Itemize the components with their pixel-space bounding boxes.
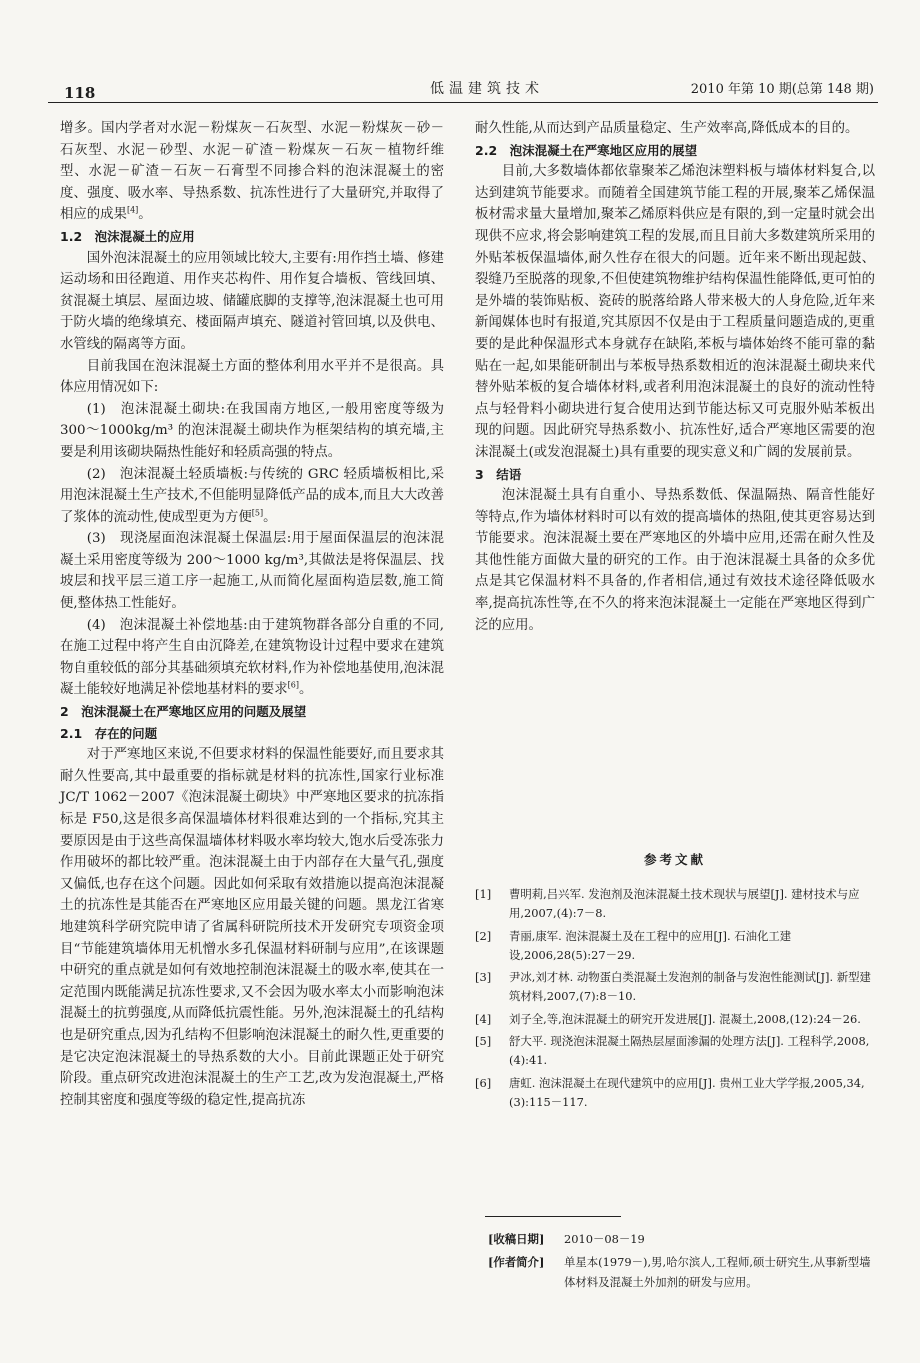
left-paragraph: (3) 现浇屋面泡沫混凝土保温层:用于屋面保温层的泡沫混凝土采用密度等级为 200～1000 kg/m³,其做法是将保温层、找坡层和找平层三道工序一起施工,从而简化屋面构造层数,施工简便,整体热工性能好。 xyxy=(60,531,444,612)
reference-item xyxy=(475,1074,875,1113)
page-number: 118 xyxy=(64,84,96,102)
page-header xyxy=(48,70,878,103)
right-heading: 2.2 泡沫混凝土在严寒地区应用的展望 xyxy=(475,142,698,158)
right-column xyxy=(475,118,875,636)
reference-item xyxy=(475,885,875,924)
received-label: [收稿日期] xyxy=(488,1232,545,1246)
reference-number: [5] xyxy=(475,1034,492,1049)
reference-item xyxy=(475,1032,875,1071)
left-heading: 2.1 存在的问题 xyxy=(60,725,158,741)
left-paragraph: 目前我国在泡沫混凝土方面的整体利用水平并不是很高。具体应用情况如下: xyxy=(60,358,444,396)
reference-number: [3] xyxy=(475,970,492,985)
journal-title: 低温建筑技术 xyxy=(430,81,544,97)
received-value: 2010－08－19 xyxy=(564,1232,645,1246)
reference-item xyxy=(475,927,875,966)
left-column xyxy=(60,118,444,1111)
received-date-row xyxy=(488,1230,878,1249)
reference-number: [1] xyxy=(475,887,492,901)
reference-text: 舒大平. 现浇泡沫混凝土隔热层屋面渗漏的处理方法[J]. 工程科学,2008,(4):41. xyxy=(509,1034,870,1068)
reference-text: 曹明莉,吕兴军. 发泡剂及泡沫混凝土技术现状与展望[J]. 建材技术与应用,2007,(4):7－8. xyxy=(509,887,860,921)
issue-info: 2010 年第 10 期(总第 148 期) xyxy=(690,82,874,97)
article-meta xyxy=(488,1230,878,1296)
reference-text: 青丽,康军. 泡沫混凝土及在工程中的应用[J]. 石油化工建设,2006,28(5):27－29. xyxy=(509,928,792,962)
citation-marker: [6] xyxy=(287,680,299,690)
reference-item xyxy=(475,968,875,1007)
left-paragraph: 对于严寒地区来说,不但要求材料的保温性能要好,而且要求其耐久性要高,其中最重要的指标就是材料的抗冻性,国家行业标准 JC/T 1062－2007《泡沫混凝土砌块》中严寒地区要求的抗冻指标是 F50,这是很多高保温墙体材料很难达到的一个指标,究其主要原因是由于这些高保温墙体材料吸水率均较大,饱水后受冻张力作用破坏的都比较严重。泡沫混凝土由于内部存在大量气孔,强度又偏低,也存在这个问题。因此如何采取有效措施以提高泡沫混凝土的抗冻性是其能否在严寒地区应用最关键的问题。黑龙江省寒地建筑科学研究院申请了省属科研院所技术开发研究专项资金项目“节能建筑墙体用无机憎水多孔保温材料研制与应用”,在该课题中研究的重点就是如何有效地控制泡沫混凝土的吸水率,使其在一定范围内既能满足抗冻性要求,又不会因为吸水率太小而影响泡沫混凝土的抗剪强度,从而降低抗震性能。另外,泡沫混凝土的孔结构也是研究重点,因为孔结构不但影响泡沫混凝土的耐久性,更重要的是它决定泡沫混凝土的导热系数的大小。目前此课题正处于研究阶段。重点研究改进泡沫混凝土的生产工艺,改为发泡混凝土,严格控制其密度和强度等级的稳定性,提高抗冻 xyxy=(60,747,444,1108)
reference-number: [4] xyxy=(475,1011,492,1026)
right-heading: 3 结语 xyxy=(475,466,522,482)
references-title: 参考文献 xyxy=(643,852,706,867)
citation-marker: [4] xyxy=(126,205,139,215)
right-paragraph: 泡沫混凝土具有自重小、导热系数低、保温隔热、隔音性能好等特点,作为墙体材料时可以有效的提高墙体的热阻,使其更容易达到节能要求。泡沫混凝土要在严寒地区的外墙中应用,还需在耐久性及其他性能方面做大量的研究的工作。由于泡沫混凝土具备的众多优点是其它保温材料不具备的,作者相信,通过有效技术途径降低吸水率,提高抗冻性等,在不久的将来泡沫混凝土一定能在严寒地区得到广泛的应用。 xyxy=(475,488,875,633)
right-paragraph: 耐久性能,从而达到产品质量稳定、生产效率高,降低成本的目的。 xyxy=(475,121,859,136)
references-list xyxy=(475,885,875,1115)
footnote-divider xyxy=(485,1216,621,1217)
reference-number: [2] xyxy=(475,928,492,943)
left-paragraph: 增多。国内学者对水泥－粉煤灰－石灰型、水泥－粉煤灰－砂－石灰型、水泥－砂型、水泥－矿渣－粉煤灰－石灰－植物纤维型、水泥－矿渣－石灰－石膏型不同掺合料的泡沫混凝土的密度、强度、吸水率、导热系数、抗冻性进行了大量研究,并取得了相应的成果[4]。 xyxy=(60,121,444,223)
reference-text: 尹冰,刘才林. 动物蛋白类混凝土发泡剂的制备与发泡性能测试[J]. 新型建筑材料,2007,(7):8－10. xyxy=(509,970,871,1004)
left-paragraph: (1) 泡沫混凝土砌块:在我国南方地区,一般用密度等级为 300～1000kg/m³ 的泡沫混凝土砌块作为框架结构的填充墙,主要是利用该砌块隔热性能好和轻质高强的特点。 xyxy=(60,401,444,460)
left-heading: 2 泡沫混凝土在严寒地区应用的问题及展望 xyxy=(60,704,307,720)
reference-number: [6] xyxy=(475,1075,492,1090)
left-heading: 1.2 泡沫混凝土的应用 xyxy=(60,228,195,244)
author-row xyxy=(488,1253,878,1292)
reference-text: 唐虹. 泡沫混凝土在现代建筑中的应用[J]. 贵州工业大学学报,2005,34,(3):115－117. xyxy=(509,1075,865,1109)
left-paragraph: 国外泡沫混凝土的应用领域比较大,主要有:用作挡土墙、修建运动场和田径跑道、用作夹芯构件、用作复合墙板、管线回填、贫混凝土填层、屋面边坡、储罐底脚的支撑等,泡沫混凝土也可用于防火墙的绝缘填充、楼面隔声填充、隧道衬管回填,以及供电、水管线的隔离等方面。 xyxy=(60,250,444,352)
reference-text: 刘子全,等,泡沫混凝土的研究开发进展[J]. 混凝土,2008,(12):24－26. xyxy=(509,1011,861,1026)
author-value: 单星本(1979－),男,哈尔滨人,工程师,硕士研究生,从事新型墙体材料及混凝土外加剂的研发与应用。 xyxy=(564,1255,871,1289)
left-paragraph: (4) 泡沫混凝土补偿地基:由于建筑物群各部分自重的不同,在施工过程中将产生自由沉降差,在建筑物设计过程中要求在建筑物自重较低的部分其基础须填充软材料,作为补偿地基使用,泡沫混凝土能较好地满足补偿地基材料的要求[6]。 xyxy=(60,617,444,698)
left-paragraph: (2) 泡沫混凝土轻质墙板:与传统的 GRC 轻质墙板相比,采用泡沫混凝土生产技术,不但能明显降低产品的成本,而且大大改善了浆体的流动性,使成型更为方便[5]。 xyxy=(60,466,444,525)
right-paragraph: 目前,大多数墙体都依靠聚苯乙烯泡沫塑料板与墙体材料复合,以达到建筑节能要求。而随着全国建筑节能工程的开展,聚苯乙烯保温板材需求量大量增加,聚苯乙烯原料供应是有限的,到一定量时就会出现供不应求,将会影响建筑工程的发展,而且目前大多数建筑所采用的外贴苯板保温墙体,耐久性存在很大的问题。近年来不断出现起鼓、裂缝乃至脱落的现象,不但使建筑物维护结构保温性能降低,更可怕的是外墙的装饰贴板、瓷砖的脱落给路人带来极大的人身危险,近年来新闻媒体也时有报道,究其原因不仅是由于工程质量问题造成的,更重要的是此种保温形式本身就存在缺陷,苯板与墙体始终不能可靠的黏贴在一起,如果能研制出与苯板导热系数相近的泡沫混凝土砌块来代替外贴苯板的复合墙体材料,或者利用泡沫混凝土的良好的流动性特点与轻骨料小砌块进行复合使用达到节能达标又可克服外贴苯板出现的问题。因此研究导热系数小、抗冻性好,适合严寒地区需要的泡沫混凝土(或发泡混凝土)具有重要的现实意义和广阔的发展前景。 xyxy=(475,164,875,460)
reference-item xyxy=(475,1010,875,1029)
citation-marker: [5] xyxy=(251,508,264,518)
author-label: [作者简介] xyxy=(488,1255,545,1270)
